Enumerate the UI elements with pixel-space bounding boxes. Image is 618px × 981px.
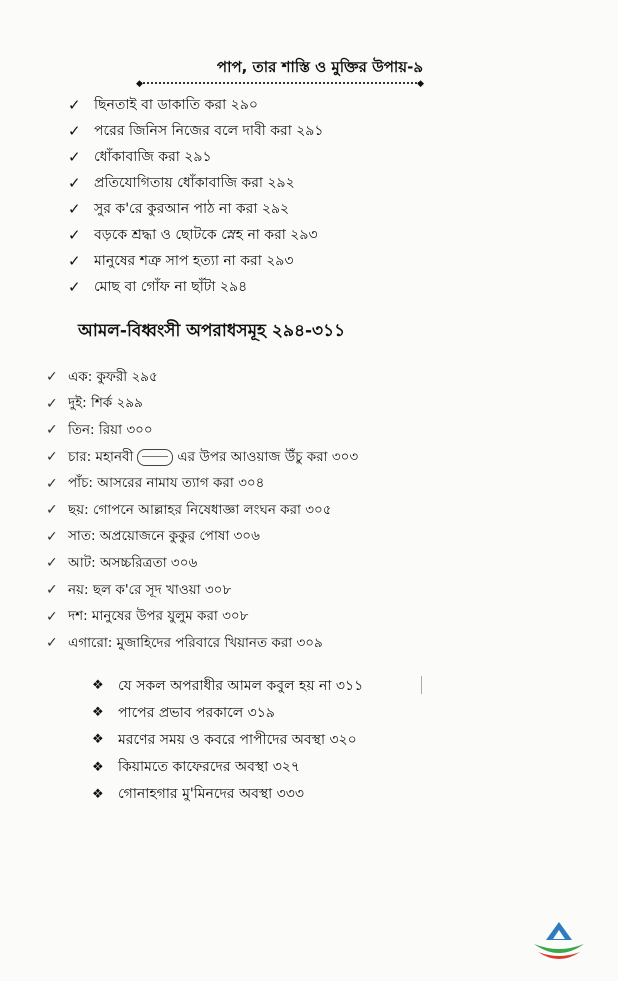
list-item xyxy=(68,196,323,222)
check-mark-icon: ✓ xyxy=(68,200,81,218)
list-item xyxy=(68,222,323,248)
list-item-text: ছয়: গোপনে আল্লাহর নিষেধাজ্ঞা লংঘন করা ৩০৫ xyxy=(68,501,332,518)
check-mark-icon: ✓ xyxy=(46,635,58,652)
diamond-bullet-icon: ❖ xyxy=(92,678,104,694)
list-item xyxy=(92,672,363,699)
check-mark-icon: ✓ xyxy=(46,502,58,519)
list-item-text: মোছ বা গোঁফ না ছাঁটা ২৯৪ xyxy=(94,279,248,295)
list-item-text: পরের জিনিস নিজের বলে দাবী করা ২৯১ xyxy=(94,123,324,139)
diamond-bullet-icon: ❖ xyxy=(92,786,104,802)
check-mark-icon: ✓ xyxy=(68,96,81,114)
list-item xyxy=(68,170,323,196)
list-item xyxy=(46,391,358,418)
list-item-text: এগারো: মুজাহিদের পরিবারে খিয়ানত করা ৩০৯ xyxy=(68,634,323,651)
check-mark-icon: ✓ xyxy=(46,582,58,599)
toc-list-continued xyxy=(68,92,323,300)
list-item-text: চার: মহানবী xyxy=(68,448,134,465)
crimes-list xyxy=(46,364,358,657)
list-item-text: সাত: অপ্রয়োজনে কুকুর পোষা ৩০৬ xyxy=(68,528,260,545)
list-item-text: বড়কে শ্রদ্ধা ও ছোটকে স্নেহ না করা ২৯৩ xyxy=(94,227,318,243)
list-item xyxy=(68,118,323,144)
list-item-text: ছিনতাই বা ডাকাতি করা ২৯০ xyxy=(94,97,258,113)
subtopic-list xyxy=(92,672,363,808)
margin-mark xyxy=(421,676,422,694)
diamond-bullet-icon: ❖ xyxy=(92,705,104,721)
publisher-logo-icon xyxy=(530,918,588,966)
list-item-text: যে সকল অপরাধীর আমল কবুল হয় না ৩১১ xyxy=(118,677,364,694)
divider-dot-right: ◆ xyxy=(417,79,424,89)
check-mark-icon: ✓ xyxy=(46,369,58,386)
list-item-text: সুর ক'রে কুরআন পাঠ না করা ২৯২ xyxy=(94,201,290,217)
list-item xyxy=(46,497,358,524)
list-item-text: দশ: মানুষের উপর যুলুম করা ৩০৮ xyxy=(68,608,249,625)
list-item xyxy=(46,444,358,471)
list-item-text: ধোঁকাবাজি করা ২৯১ xyxy=(94,149,212,165)
list-item xyxy=(46,577,358,604)
divider-dot-left: ◆ xyxy=(136,79,143,89)
list-item-text: মানুষের শত্রু সাপ হত্যা না করা ২৯৩ xyxy=(94,253,294,269)
list-item xyxy=(46,524,358,551)
list-item xyxy=(92,781,363,808)
check-mark-icon: ✓ xyxy=(68,174,81,192)
check-mark-icon: ✓ xyxy=(46,449,58,466)
list-item-text: মরণের সময় ও কবরে পাপীদের অবস্থা ৩২০ xyxy=(118,731,357,748)
list-item-text-after: এর উপর আওয়াজ উঁচু করা ৩০৩ xyxy=(177,448,359,465)
list-item-text: এক: কুফরী ২৯৫ xyxy=(68,368,158,385)
check-mark-icon: ✓ xyxy=(46,528,58,545)
header-divider xyxy=(136,79,424,89)
section-title: আমল-বিধ্বংসী অপরাধসমূহ ২৯৪-৩১১ xyxy=(78,321,346,341)
diamond-bullet-icon: ❖ xyxy=(92,732,104,748)
list-item xyxy=(68,248,323,274)
list-item xyxy=(46,603,358,630)
list-item-text: গোনাহগার মু'মিনদের অবস্থা ৩৩৩ xyxy=(118,786,304,803)
list-item xyxy=(68,274,323,300)
diamond-bullet-icon: ❖ xyxy=(92,759,104,775)
check-mark-icon: ✓ xyxy=(46,395,58,412)
list-item xyxy=(46,550,358,577)
salutation-seal-icon xyxy=(137,449,173,466)
list-item xyxy=(46,417,358,444)
list-item xyxy=(68,92,323,118)
check-mark-icon: ✓ xyxy=(46,422,58,439)
list-item-text: পাপের প্রভাব পরকালে ৩১৯ xyxy=(118,704,275,721)
list-item xyxy=(92,726,363,753)
check-mark-icon: ✓ xyxy=(68,226,81,244)
check-mark-icon: ✓ xyxy=(68,148,81,166)
list-item-text: আট: অসচ্চরিত্রতা ৩০৬ xyxy=(68,554,198,571)
check-mark-icon: ✓ xyxy=(68,122,81,140)
check-mark-icon: ✓ xyxy=(68,278,81,296)
list-item xyxy=(46,470,358,497)
list-item-text: প্রতিযোগিতায় ধোঁকাবাজি করা ২৯২ xyxy=(94,175,295,191)
list-item-text: কিয়ামতে কাফেরদের অবস্থা ৩২৭ xyxy=(118,759,301,776)
list-item-text: তিন: রিয়া ৩০০ xyxy=(68,421,153,438)
check-mark-icon: ✓ xyxy=(46,555,58,572)
list-item-text: পাঁচ: আসরের নামায ত্যাগ করা ৩০৪ xyxy=(68,475,265,492)
list-item xyxy=(46,630,358,657)
list-item xyxy=(92,699,363,726)
list-item-text: দুই: শির্ক ২৯৯ xyxy=(68,395,143,412)
list-item xyxy=(68,144,323,170)
list-item xyxy=(92,754,363,781)
page-header: পাপ, তার শাস্তি ও মুক্তির উপায়-৯ xyxy=(216,58,424,76)
list-item xyxy=(46,364,358,391)
check-mark-icon: ✓ xyxy=(46,475,58,492)
list-item-text: নয়: ছল ক'রে সূদ খাওয়া ৩০৮ xyxy=(68,581,232,598)
check-mark-icon: ✓ xyxy=(68,252,81,270)
check-mark-icon: ✓ xyxy=(46,608,58,625)
